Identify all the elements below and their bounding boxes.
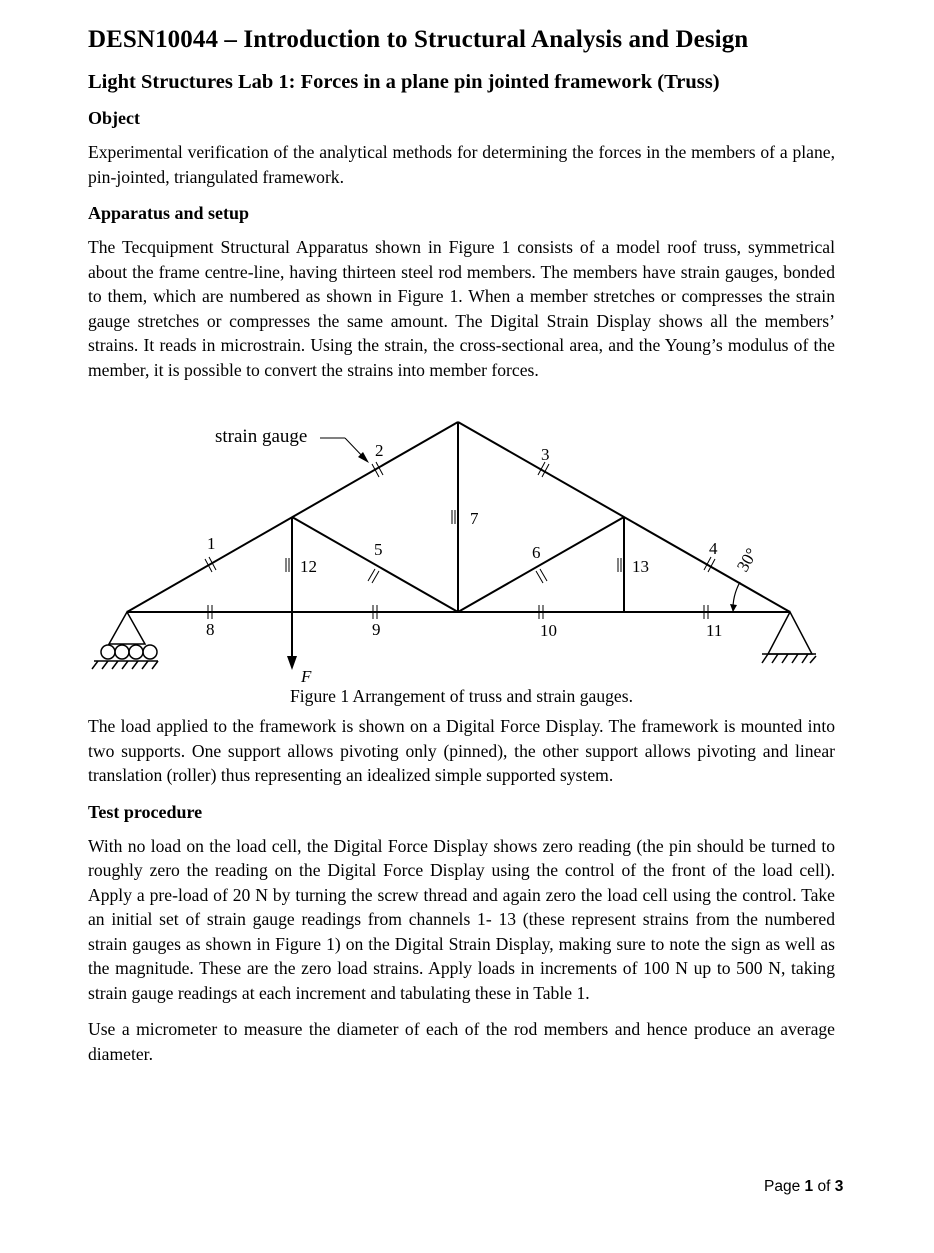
lab-subtitle: Light Structures Lab 1: Forces in a plane pin jointed framework (Truss) [88,71,720,93]
angle-arc-arrow [730,604,737,612]
document-title: DESN10044 – Introduction to Structural Analysis and Design [88,26,749,53]
member-label-1: 1 [207,534,216,553]
member-6-line [458,517,624,612]
truss-diagram [0,394,934,684]
total-pages: 3 [834,1178,844,1195]
load-arrow-head [287,656,297,670]
of-word: of [817,1178,831,1195]
member-label-10: 10 [540,621,557,640]
truss-figure [88,394,835,684]
supports-text: The load applied to the framework is shown on a Digital Force Display. The framework is mounted into two supports. One support allows pivoting only (pinned), the other support allows pivoting and linear translation (roller) thus representing an idealized simple supported system. [88,716,835,785]
page-number: 1 [804,1178,814,1195]
member-label-7: 7 [470,509,479,528]
member-label-5: 5 [374,540,383,559]
procedure-text-1: With no load on the load cell, the Digital Force Display shows zero reading (the pin should be turned to roughly zero the reading on the Digital Force Display using the control of the front of the load cell). Apply a pre-load of 20 N by turning the screw thread and again zero the load cell using the control. Take an initial set of strain gauge readings from channels 1- 13 (these represent strains from the numbered strain gauges as shown in Figure 1) on the Digital Strain Display, making sure to note the sign as well as the magnitude. These are the zero load strains. Apply loads in increments of 100 N up to 500 N, taking strain gauge readings at each increment and tabulating these in Table 1. [88,835,835,1003]
object-text: Experimental verification of the analytical methods for determining the forces in the members of a plane, pin-jointed, triangulated framework. [88,142,835,187]
member-label-13: 13 [632,557,649,576]
member-label-3: 3 [541,445,550,464]
procedure-text-2: Use a micrometer to measure the diameter of each of the rod members and hence produce an average diameter. [88,1019,835,1064]
strain-gauge-label: strain gauge [215,426,308,447]
angle-label: 30° [733,544,762,575]
load-label: F [301,667,312,684]
document-page [88,22,835,1078]
member-label-2: 2 [375,441,384,460]
apparatus-text: The Tecquipment Structural Apparatus shown in Figure 1 consists of a model roof truss, symmetrical about the frame centre-line, having thirteen steel rod members. The members have strain gauges, bonded to them, which are numbered as shown in Figure 1. When a member stretches or compresses the strain gauge stretches or compresses the same amount. The Digital Strain Display shows all the members’ strains. It reads in microstrain. Using the strain, the cross-sectional area, and the Young’s modulus of the member, it is possible to convert the strains into member forces. [88,237,835,380]
figure-caption: Figure 1 Arrangement of truss and strain gauges. [289,686,633,706]
member-label-11: 11 [706,621,723,640]
member-label-9: 9 [372,620,381,639]
member-label-6: 6 [532,543,541,562]
page-footer [764,1178,843,1196]
apparatus-heading: Apparatus and setup [88,203,250,223]
member-label-8: 8 [206,620,215,639]
object-heading: Object [88,108,140,128]
page-word: Page [764,1178,801,1195]
member-label-12: 12 [300,557,317,576]
pinned-support [762,612,816,663]
member-label-4: 4 [709,539,718,558]
procedure-heading: Test procedure [88,801,203,822]
roller-support [92,612,158,669]
strain-gauge-marks [205,462,715,619]
